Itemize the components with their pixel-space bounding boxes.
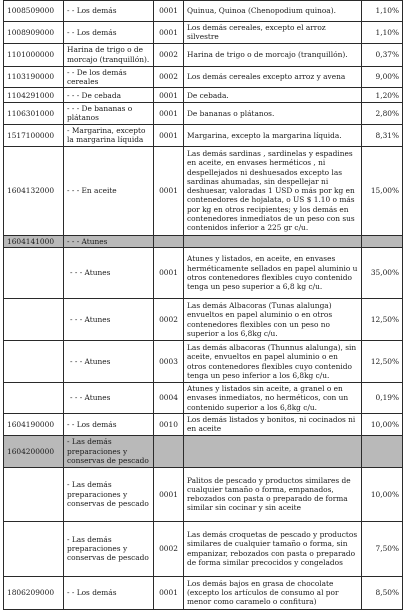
rate-value: 12,50%: [362, 341, 403, 383]
rate-value: 7,50%: [362, 521, 403, 576]
sub-code: 0004: [154, 383, 184, 414]
tariff-description: - - - Atunes: [64, 341, 154, 383]
tariff-description: - - - De bananas o plátanos: [64, 103, 154, 125]
tariff-description: - - Los demás: [64, 576, 154, 609]
table-row-heading: [4, 235, 403, 247]
product-description: Atunes y listados sin aceite, a granel o en envases inmediatos, no herméticos, con un contenido superior a los 6,8kg c/u.: [184, 383, 362, 414]
product-description: Harina de trigo o de morcajo (tranquillón).: [184, 43, 362, 66]
sub-code: 0001: [154, 1, 184, 22]
tariff-code: 1517100000: [4, 124, 64, 146]
rate-value: 1,10%: [362, 1, 403, 22]
rate-value: 0,37%: [362, 43, 403, 66]
tariff-description: - - - Atunes: [64, 248, 154, 299]
sub-code: 0010: [154, 414, 184, 436]
sub-code: 0001: [154, 124, 184, 146]
tariff-code: 1604132000: [4, 146, 64, 235]
tariff-description: - Margarina, excepto la margarina líquida: [64, 124, 154, 146]
rate-value: 12,50%: [362, 299, 403, 341]
tariff-code: 1104291000: [4, 88, 64, 103]
sub-code: 0001: [154, 576, 184, 609]
tariff-code: 1103190000: [4, 66, 64, 88]
table-row-heading: [4, 435, 403, 467]
tariff-code: 1604190000: [4, 414, 64, 436]
sub-code: 0001: [154, 248, 184, 299]
rate-value: 9,00%: [362, 66, 403, 88]
tariff-description: - - - Atunes: [64, 235, 154, 247]
tariff-description: - - - En aceite: [64, 146, 154, 235]
tariff-description: - - De los demás cereales: [64, 66, 154, 88]
tariff-code: [4, 521, 64, 576]
table-row: [4, 103, 403, 125]
tariff-code: 1604141000: [4, 235, 64, 247]
rate-value: 15,00%: [362, 146, 403, 235]
tariff-table: [3, 0, 403, 610]
tariff-code: 1008509000: [4, 1, 64, 22]
product-description: [184, 435, 362, 467]
product-description: Margarina, excepto la margarina líquida.: [184, 124, 362, 146]
product-description: Los demás cereales, excepto el arroz silvestre: [184, 22, 362, 44]
table-row: [4, 383, 403, 414]
tariff-description: - - Los demás: [64, 22, 154, 44]
tariff-code: [4, 299, 64, 341]
product-description: Las demás Albacoras (Tunas alalunga) envueltos en papel aluminio o en otros contenedores flexibles con un peso no superior a los 6,8kg c/u.: [184, 299, 362, 341]
sub-code: 0002: [154, 299, 184, 341]
table-row: [4, 414, 403, 436]
product-description: Las demás albacoras (Thunnus alalunga), sin aceite, envueltos en papel aluminio o en otros contenedores flexibles cuyo contenido tenga un peso inferior a los 6,8kg c/u.: [184, 341, 362, 383]
sub-code: 0001: [154, 22, 184, 44]
table-row: [4, 22, 403, 44]
table-row: [4, 299, 403, 341]
table-row: [4, 88, 403, 103]
tariff-code: 1008909000: [4, 22, 64, 44]
table-row: [4, 521, 403, 576]
tariff-code: 1806209000: [4, 576, 64, 609]
table-row: [4, 248, 403, 299]
rate-value: 35,00%: [362, 248, 403, 299]
tariff-description: - - Los demás: [64, 414, 154, 436]
rate-value: 0,19%: [362, 383, 403, 414]
tariff-description: - - - Atunes: [64, 383, 154, 414]
tariff-description: - Las demás preparaciones y conservas de pescado: [64, 435, 154, 467]
sub-code: 0002: [154, 43, 184, 66]
rate-value: 2,80%: [362, 103, 403, 125]
rate-value: 10,00%: [362, 467, 403, 521]
tariff-code: [4, 341, 64, 383]
tariff-code: 1604200000: [4, 435, 64, 467]
rate-value: [362, 235, 403, 247]
product-description: Los demás cereales excepto arroz y avena: [184, 66, 362, 88]
product-description: Quinua, Quinoa (Chenopodium quinoa).: [184, 1, 362, 22]
tariff-description: - - Los demás: [64, 1, 154, 22]
sub-code: 0001: [154, 103, 184, 125]
rate-value: 8,31%: [362, 124, 403, 146]
product-description: Las demás sardinas , sardinelas y espadines en aceite, en envases herméticos , ni despellejados ni deshuesados excepto las sardinas ahumadas, sin despellejar ni deshuesar, valoradas 1 USD o más por kg en contenedores de hojalata, o US $ 1.10 o más por kg en otros recipientes; y los demás en contenedores inmediatos de un peso con sus contenidos inferior a 225 gr c/u.: [184, 146, 362, 235]
product-description: Las demás croquetas de pescado y productos similares de cualquier tamaño o forma, sin empanizar, rebozados con pasta o preparado de forma similar precocidos y congelados: [184, 521, 362, 576]
sub-code: [154, 435, 184, 467]
sub-code: 0001: [154, 467, 184, 521]
sub-code: 0002: [154, 521, 184, 576]
table-row: [4, 66, 403, 88]
product-description: Palitos de pescado y productos similares de cualquier tamaño o forma, empanados, rebozados con pasta o preparado de forma similar sin cocinar y sin aceite: [184, 467, 362, 521]
sub-code: 0003: [154, 341, 184, 383]
table-row: [4, 146, 403, 235]
table-row: [4, 341, 403, 383]
tariff-description: - Las demás preparaciones y conservas de pescado: [64, 521, 154, 576]
rate-value: [362, 435, 403, 467]
product-description: De cebada.: [184, 88, 362, 103]
tariff-code: [4, 383, 64, 414]
tariff-code: 1106301000: [4, 103, 64, 125]
rate-value: 8,50%: [362, 576, 403, 609]
tariff-description: Harina de trigo o de morcajo (tranquillón).: [64, 43, 154, 66]
sub-code: [154, 235, 184, 247]
table-row: [4, 124, 403, 146]
sub-code: 0001: [154, 146, 184, 235]
tariff-description: - - - De cebada: [64, 88, 154, 103]
table-row: [4, 576, 403, 609]
tariff-description: - - - Atunes: [64, 299, 154, 341]
table-row: [4, 43, 403, 66]
tariff-code: [4, 248, 64, 299]
sub-code: 0001: [154, 88, 184, 103]
product-description: Los demás listados y bonitos, ni cocinados ni en aceite: [184, 414, 362, 436]
sub-code: 0002: [154, 66, 184, 88]
tariff-code: 1101000000: [4, 43, 64, 66]
tariff-code: [4, 467, 64, 521]
table-row: [4, 467, 403, 521]
table-row: [4, 1, 403, 22]
rate-value: 1,20%: [362, 88, 403, 103]
rate-value: 1,10%: [362, 22, 403, 44]
rate-value: 10,00%: [362, 414, 403, 436]
product-description: [184, 235, 362, 247]
product-description: Los demás bajos en grasa de chocolate (excepto los artículos de consumo al por menor como caramelo o confitura): [184, 576, 362, 609]
product-description: Atunes y listados, en aceite, en envases herméticamente sellados en papel aluminio u otros contenedores flexibles cuyo contenido tenga un peso superior a 6,8 kg c/u.: [184, 248, 362, 299]
product-description: De bananas o plátanos.: [184, 103, 362, 125]
tariff-description: - Las demás preparaciones y conservas de pescado: [64, 467, 154, 521]
